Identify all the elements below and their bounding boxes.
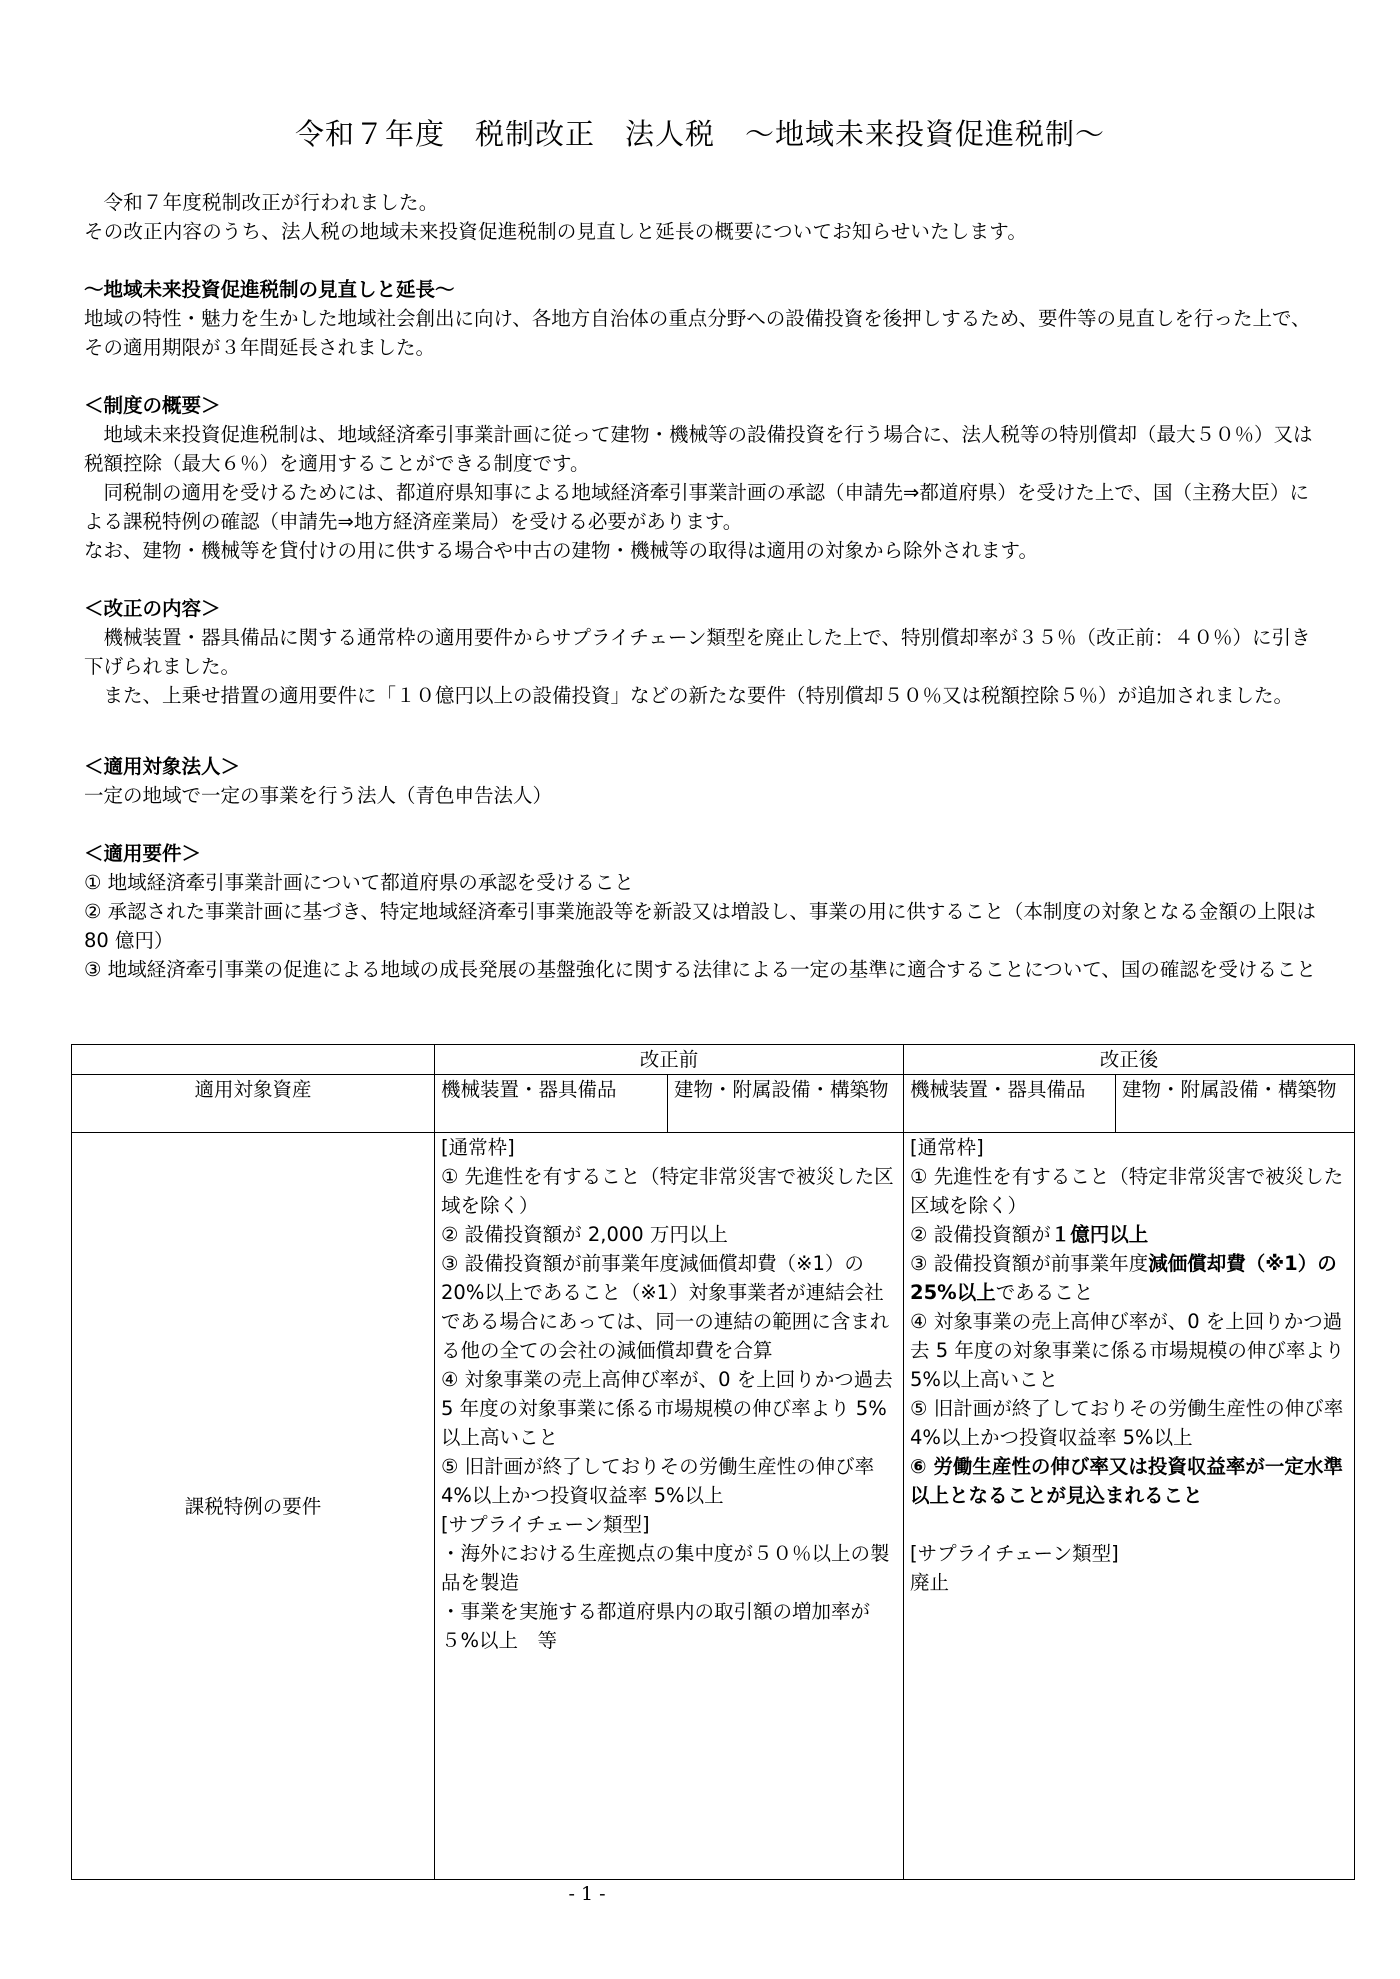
before-requirements-cell xyxy=(435,1133,904,1880)
before-machine-cell: 機械装置・器具備品 xyxy=(435,1075,668,1133)
section-requirements xyxy=(84,839,1324,984)
before-supply-heading: [サプライチェーン類型] xyxy=(441,1513,650,1536)
section-target-heading: ＜適用対象法人＞ xyxy=(84,755,241,778)
table-header-row xyxy=(72,1045,1355,1075)
header-after: 改正後 xyxy=(904,1045,1355,1075)
table-corner-cell xyxy=(72,1045,435,1075)
before-item-1: ① 先進性を有すること（特定非常災害で被災した区域を除く） xyxy=(441,1165,894,1217)
section-overview xyxy=(84,391,1324,565)
header-before: 改正前 xyxy=(435,1045,904,1075)
after-requirements-cell xyxy=(904,1133,1355,1880)
intro-line-2: その改正内容のうち、法人税の地域未来投資促進税制の見直しと延長の概要についてお知らせいたします。 xyxy=(84,220,1028,243)
after-item-1: ① 先進性を有すること（特定非常災害で被災した区域を除く） xyxy=(910,1165,1344,1217)
section-changes-p1: 機械装置・器具備品に関する通常枠の適用要件からサプライチェーン類型を廃止した上で、特別償却率が３５％（改正前：４０％）に引き下げられました。 xyxy=(84,626,1311,678)
section-target-body: 一定の地域で一定の事業を行う法人（青色申告法人） xyxy=(84,784,553,807)
before-building-cell: 建物・附属設備・構築物 xyxy=(668,1075,904,1133)
section-overview-p1: 地域未来投資促進税制は、地域経済牽引事業計画に従って建物・機械等の設備投資を行う場合に、法人税等の特別償却（最大５０％）又は税額控除（最大６％）を適用することができる制度です。 xyxy=(84,423,1313,475)
after-supply-heading: [サプライチェーン類型] xyxy=(910,1542,1119,1565)
before-item-2: ② 設備投資額が 2,000 万円以上 xyxy=(441,1223,728,1246)
after-item-2-text: ② 設備投資額が xyxy=(910,1223,1051,1246)
after-supply-status: 廃止 xyxy=(910,1571,950,1594)
before-item-3: ③ 設備投資額が前事業年度減価償却費（※1）の 20%以上であること（※1）対象事業者が連結会社である場合にあっては、同一の連結の範囲に含まれる他の全ての会社の減価償却費を合算 xyxy=(441,1252,890,1362)
page-title: 令和７年度 税制改正 法人税 ～地域未来投資促進税制～ xyxy=(294,117,1105,151)
after-item-6: ⑥ 労働生産性の伸び率又は投資収益率が一定水準以上となることが見込まれること xyxy=(910,1455,1343,1507)
after-machine-cell: 機械装置・器具備品 xyxy=(904,1075,1116,1133)
after-item-3-tail: であること xyxy=(995,1281,1094,1304)
requirement-item-2: ② 承認された事業計画に基づき、特定地域経済牽引事業施設等を新設又は増設し、事業の用に供すること（本制度の対象となる金額の上限は 80 億円） xyxy=(84,900,1316,952)
table-row-assets xyxy=(72,1075,1355,1133)
row-label-assets: 適用対象資産 xyxy=(72,1075,435,1133)
before-supply-item-1: ・海外における生産拠点の集中度が５０％以上の製品を製造 xyxy=(441,1542,890,1594)
section-requirements-heading: ＜適用要件＞ xyxy=(84,842,202,865)
after-item-3-emphasis: 減価償却費（※1）の 25%以上 xyxy=(910,1252,1337,1304)
after-item-2-emphasis: １億円以上 xyxy=(1050,1223,1149,1246)
before-supply-item-2: ・事業を実施する都道府県内の取引額の増加率が５%以上 等 xyxy=(441,1600,871,1652)
section-overview-p2: 同税制の適用を受けるためには、都道府県知事による地域経済牽引事業計画の承認（申請先⇒都道府県）を受けた上で、国（主務大臣）による課税特例の確認（申請先⇒地方経済産業局）を受ける必要があります。 xyxy=(84,481,1309,533)
after-item-3 xyxy=(910,1249,1348,1307)
after-normal-heading: [通常枠] xyxy=(910,1136,984,1159)
intro xyxy=(84,188,1324,246)
section-review xyxy=(84,275,1324,362)
requirement-item-1: ① 地域経済牽引事業計画について都道府県の承認を受けること xyxy=(84,871,634,894)
section-overview-p3: なお、建物・機械等を貸付けの用に供する場合や中古の建物・機械等の取得は適用の対象から除外されます。 xyxy=(84,539,1038,562)
section-review-heading: ～地域未来投資促進税制の見直しと延長～ xyxy=(84,278,455,301)
section-overview-heading: ＜制度の概要＞ xyxy=(84,394,221,417)
after-item-4: ④ 対象事業の売上高伸び率が、0 を上回りかつ過去 5 年度の対象事業に係る市場規模の伸び率より 5%以上高いこと xyxy=(910,1310,1345,1391)
after-spacer xyxy=(910,1510,1348,1539)
before-item-5: ⑤ 旧計画が終了しておりその労働生産性の伸び率 4%以上かつ投資収益率 5%以上 xyxy=(441,1455,875,1507)
section-changes-heading: ＜改正の内容＞ xyxy=(84,597,221,620)
comparison-table xyxy=(71,1044,1355,1880)
table-row-requirements xyxy=(72,1133,1355,1880)
section-target xyxy=(84,752,1324,810)
page-number: - 1 - xyxy=(568,1883,606,1905)
before-item-4: ④ 対象事業の売上高伸び率が、0 を上回りかつ過去 5 年度の対象事業に係る市場規模の伸び率より 5%以上高いこと xyxy=(441,1368,893,1449)
after-item-5: ⑤ 旧計画が終了しておりその労働生産性の伸び率 4%以上かつ投資収益率 5%以上 xyxy=(910,1397,1344,1449)
intro-line-1: 令和７年度税制改正が行われました。 xyxy=(103,191,439,214)
after-item-2 xyxy=(910,1220,1348,1249)
section-changes-p2: また、上乗せ措置の適用要件に「１０億円以上の設備投資」などの新たな要件（特別償却５０％又は税額控除５％）が追加されました。 xyxy=(103,684,1294,707)
after-building-cell: 建物・附属設備・構築物 xyxy=(1116,1075,1355,1133)
section-review-body: 地域の特性・魅力を生かした地域社会創出に向け、各地方自治体の重点分野への設備投資を後押しするため、要件等の見直しを行った上で、その適用期限が３年間延長されました。 xyxy=(84,307,1311,359)
section-changes xyxy=(84,594,1324,710)
row-label-requirements: 課税特例の要件 xyxy=(72,1133,435,1880)
requirement-item-3: ③ 地域経済牽引事業の促進による地域の成長発展の基盤強化に関する法律による一定の基準に適合することについて、国の確認を受けること xyxy=(84,958,1316,981)
after-item-3-text: ③ 設備投資額が前事業年度 xyxy=(910,1252,1149,1275)
before-normal-heading: [通常枠] xyxy=(441,1136,515,1159)
